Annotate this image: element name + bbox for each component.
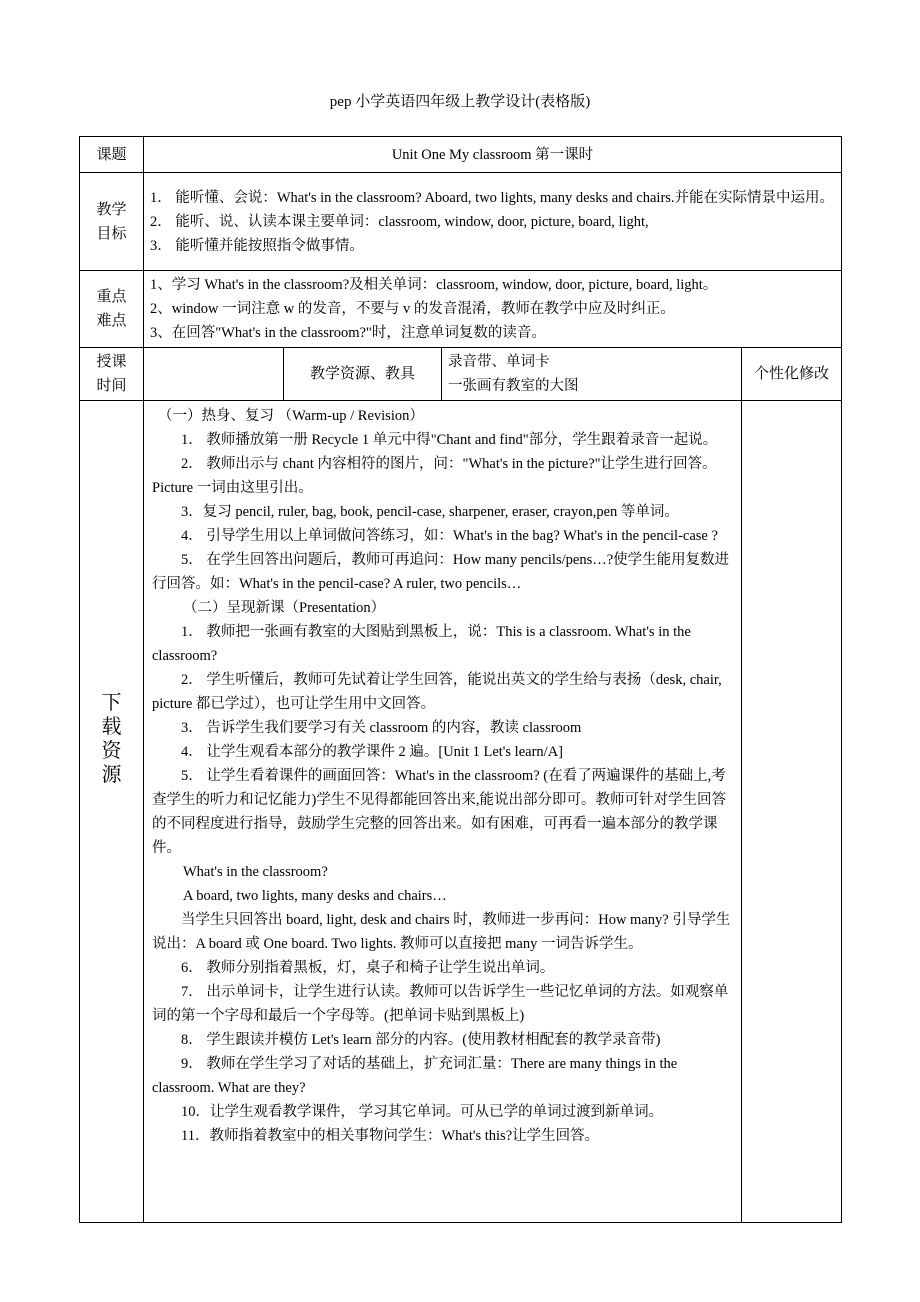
procedure-step: 5． 在学生回答出问题后，教师可再追问：How many pencils/pens…?使学生能用复数进行回答。如：What's in the pencil-case? A ruler, two pencils…	[152, 552, 730, 592]
resources-value	[442, 348, 742, 401]
key-points-content	[144, 271, 842, 348]
procedure-step: 2． 教师出示与 chant 内容相符的图片，问："What's in the picture?"让学生进行回答。Picture 一词由这里引出。	[152, 456, 717, 496]
dialogue-line: A board, two lights, many desks and chairs…	[183, 888, 447, 904]
procedure-step: 11．教师指着教室中的相关事物问学生：What's this?让学生回答。	[181, 1128, 600, 1144]
procedure-step: 5． 让学生看着课件的画面回答：What's in the classroom? (在看了两遍课件的基础上,考查学生的听力和记忆能力)学生不见得都能回答出来,能说出部分即可。教师可针对学生回答的不同程度进行指导，鼓励学生完整的回答出来。如有困难，可再看一遍本部分的教学课件。	[152, 768, 726, 856]
schedule-row	[80, 348, 842, 401]
side-label-char: 下	[101, 692, 122, 714]
side-label-char: 载	[101, 716, 122, 738]
schedule-label	[80, 348, 144, 401]
procedure-step: 3． 告诉学生我们要学习有关 classroom 的内容，教读 classroom	[181, 720, 582, 736]
dialogue-line: What's in the classroom?	[183, 864, 328, 880]
procedure-step: 6． 教师分别指着黑板，灯，桌子和椅子让学生说出单词。	[181, 960, 555, 976]
personal-edit-label: 个性化修改	[742, 348, 842, 401]
key-points-label-line: 难点	[96, 313, 127, 329]
side-label-char: 资	[101, 740, 122, 762]
procedure-step: 4． 引导学生用以上单词做问答练习，如：What's in the bag? What's in the pencil-case ?	[181, 528, 718, 544]
key-points-label-line: 重点	[96, 289, 127, 305]
procedure-step: 10．让学生观看教学课件， 学习其它单词。可从已学的单词过渡到新单词。	[181, 1104, 664, 1120]
schedule-label-line: 时间	[96, 378, 127, 394]
topic-row	[80, 137, 842, 173]
procedure-step: 1． 教师把一张画有教室的大图贴到黑板上，说：This is a classroom. What's in the classroom?	[152, 624, 691, 664]
key-point-line: 1、学习 What's in the classroom?及相关单词：classroom, window, door, picture, board, light。	[150, 277, 718, 293]
resource-item: 录音带、单词卡	[448, 354, 550, 370]
procedure-step: 7． 出示单词卡，让学生进行认读。教师可以告诉学生一些记忆单词的方法。如观察单词的第一个字母和最后一个字母等。(把单词卡贴到黑板上)	[152, 984, 729, 1024]
objective-line: 2． 能听、说、认读本课主要单词：classroom, window, door, picture, board, light,	[150, 213, 649, 230]
personal-edit-cell	[742, 401, 842, 1223]
key-points-row	[80, 271, 842, 348]
key-point-line: 2、window 一词注意 w 的发音，不要与 v 的发音混淆，教师在教学中应及时纠正。	[150, 301, 675, 317]
procedure-step: 1． 教师播放第一册 Recycle 1 单元中得"Chant and find"部分，学生跟着录音一起说。	[181, 432, 718, 448]
objectives-content	[144, 173, 842, 271]
document-title: pep 小学英语四年级上教学设计(表格版)	[329, 94, 591, 110]
objectives-label-line: 教学	[96, 201, 127, 218]
lesson-plan-table	[79, 136, 842, 1223]
procedure-step: 4． 让学生观看本部分的教学课件 2 遍。[Unit 1 Let's learn/A]	[181, 744, 563, 760]
objectives-label	[80, 173, 144, 271]
objective-line: 1． 能听懂、会说：What's in the classroom? Aboard, two lights, many desks and chairs.并能在实际情景中运用。	[150, 189, 835, 206]
procedure-step: 8． 学生跟读并模仿 Let's learn 部分的内容。(使用教材相配套的教学录音带)	[181, 1032, 661, 1048]
section-heading: （二）呈现新课（Presentation）	[183, 600, 386, 616]
objectives-row	[80, 173, 842, 271]
objectives-label-line: 目标	[96, 225, 127, 242]
schedule-label-line: 授课	[96, 354, 127, 370]
teaching-procedure	[144, 401, 742, 1223]
key-point-line: 3、在回答"What's in the classroom?"时，注意单词复数的读音。	[150, 325, 546, 341]
key-points-label	[80, 271, 144, 348]
topic-value: Unit One My classroom 第一课时	[144, 137, 842, 173]
topic-label: 课题	[80, 137, 144, 173]
objective-line: 3． 能听懂并能按照指令做事情。	[150, 237, 364, 254]
procedure-step: 3．复习 pencil, ruler, bag, book, pencil-case, sharpener, eraser, crayon,pen 等单词。	[181, 504, 679, 520]
resource-item: 一张画有教室的大图	[448, 378, 579, 394]
section-heading: （一）热身、复习 （Warm-up / Revision）	[158, 408, 424, 424]
procedure-step: 9． 教师在学生学习了对话的基础上，扩充词汇量：There are many things in the classroom. What are they?	[152, 1056, 678, 1096]
side-label-char: 源	[101, 764, 122, 786]
download-resources-label	[80, 401, 144, 1223]
procedure-step: 当学生只回答出 board, light, desk and chairs 时，教师进一步再问：How many? 引导学生说出：A board 或 One board. Two lights. 教师可以直接把 many 一词告诉学生。	[152, 912, 731, 952]
procedure-row	[80, 401, 842, 1223]
schedule-time-value	[144, 348, 284, 401]
resources-label: 教学资源、教具	[284, 348, 442, 401]
procedure-step: 2． 学生听懂后，教师可先试着让学生回答，能说出英文的学生给与表扬（desk, chair, picture 都已学过），也可让学生用中文回答。	[152, 672, 722, 712]
